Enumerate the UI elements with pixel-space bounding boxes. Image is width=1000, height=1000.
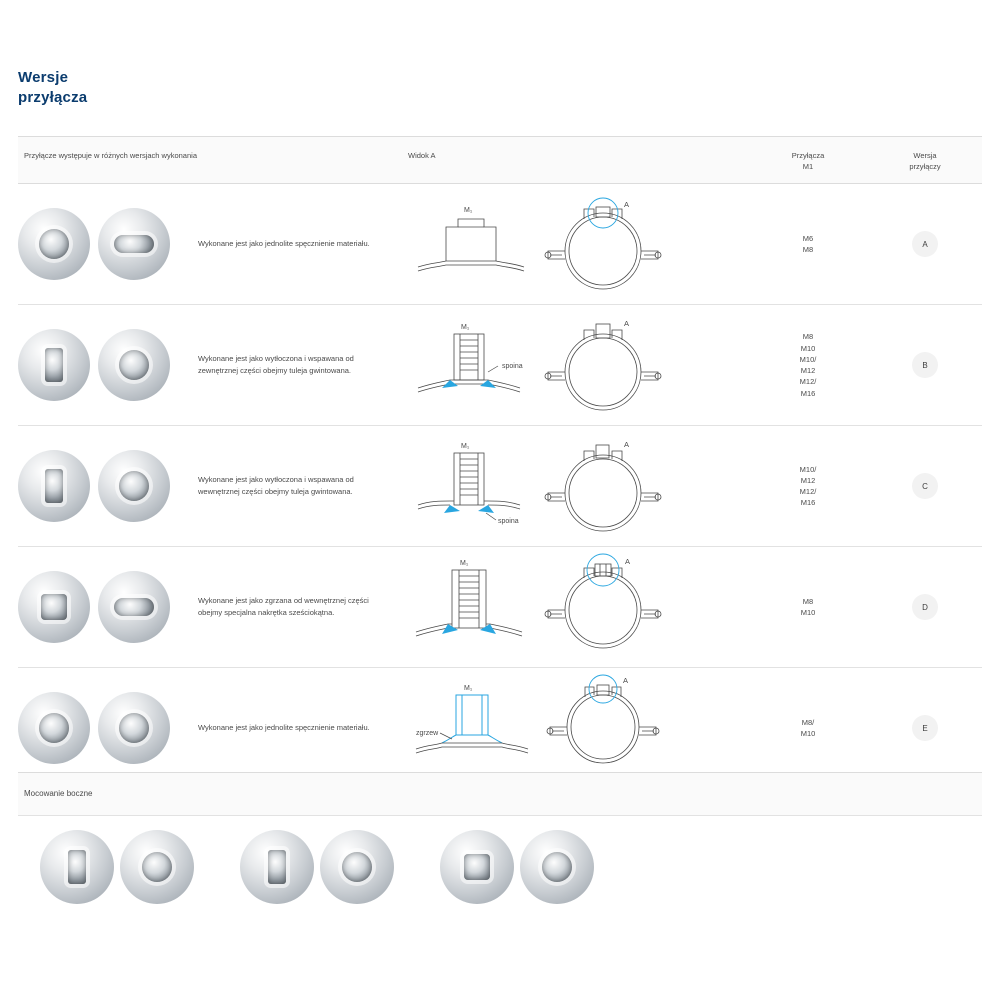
header-m1: [748, 137, 868, 173]
row-photos: [18, 305, 198, 425]
side-mounting-header: [18, 772, 982, 816]
product-photo: [18, 692, 90, 764]
row-description: Wykonane jest jako jednolite spęcznienie materiału.: [198, 723, 370, 733]
m1-value: M8/: [801, 717, 815, 727]
product-photo: [98, 450, 170, 522]
m1-value: M10: [800, 729, 816, 738]
row-description: Wykonane jest jako wytłoczona i wspawana od zewnętrznej części obejmy tuleja gwintowana.: [198, 354, 354, 375]
version-badge: D: [912, 594, 938, 620]
m1-value: M12: [800, 475, 816, 485]
version-badge: C: [912, 473, 938, 499]
row-m1: [748, 547, 868, 667]
diagram-version-c: [398, 431, 748, 541]
table-row: [18, 426, 982, 547]
m1-value: M10: [800, 608, 816, 617]
m1-value: M10/: [799, 354, 817, 364]
row-version: [868, 547, 982, 667]
page-title-line2: przyłącza: [18, 89, 88, 107]
row-photos: [18, 184, 198, 304]
product-photo: [98, 208, 170, 280]
diagram-label-m1: M₁: [461, 443, 470, 450]
row-photos: [18, 426, 198, 546]
side-mounting-photos: [40, 830, 640, 904]
side-photo: [320, 830, 394, 904]
row-m1: [748, 668, 868, 788]
row-m1: [748, 305, 868, 425]
table-header-row: [18, 136, 982, 184]
header-version-line2: przyłączy: [909, 161, 941, 171]
row-photos: [18, 547, 198, 667]
version-badge: A: [912, 231, 938, 257]
diagram-label-a: A: [625, 557, 631, 566]
product-photo: [18, 571, 90, 643]
diagram-label-a: A: [624, 319, 630, 328]
version-badge: E: [912, 715, 938, 741]
header-view-a: Widok A: [408, 151, 436, 160]
m1-value: M12: [800, 366, 816, 375]
side-mounting-pair: [240, 830, 394, 904]
m1-value: M16: [800, 388, 816, 398]
product-photo: [18, 450, 90, 522]
row-diagram: [398, 426, 748, 546]
table-row: [18, 547, 982, 668]
row-version: [868, 426, 982, 546]
table-row: [18, 668, 982, 789]
m1-value: M8: [802, 596, 814, 606]
product-photo: [98, 692, 170, 764]
row-description: Wykonane jest jako jednolite spęcznienie materiału.: [198, 239, 370, 249]
m1-value: M8: [802, 332, 814, 342]
m1-value: M16: [800, 498, 816, 508]
diagram-label-a: A: [624, 440, 630, 449]
row-description: Wykonane jest jako zgrzana od wewnętrznej części obejmy specjalna nakrętka sześciokątna.: [198, 596, 369, 617]
product-photo: [98, 329, 170, 401]
diagram-label-a: A: [624, 200, 630, 209]
row-version: [868, 184, 982, 304]
table-row: [18, 305, 982, 426]
side-mounting-pair: [440, 830, 594, 904]
row-diagram: [398, 305, 748, 425]
page-title: [18, 68, 87, 109]
side-photo: [240, 830, 314, 904]
row-version: [868, 668, 982, 788]
diagram-version-b: [398, 310, 748, 420]
m1-value: M8: [802, 245, 814, 254]
header-version-line1: Wersja: [913, 151, 937, 160]
diagram-label-weld: spoina: [498, 518, 519, 525]
diagram-label-m1: M₁: [464, 685, 473, 692]
row-diagram: [398, 547, 748, 667]
m1-value: M6: [802, 233, 814, 243]
row-diagram: [398, 184, 748, 304]
side-photo: [120, 830, 194, 904]
row-diagram: [398, 668, 748, 788]
diagram-version-e: [398, 673, 748, 783]
side-photo: [40, 830, 114, 904]
product-photo: [18, 329, 90, 401]
m1-value: M10: [800, 343, 816, 353]
diagram-label-weld: spoina: [502, 363, 523, 370]
header-m1-line1: Przyłącza: [791, 151, 825, 160]
m1-value: M10/: [799, 464, 817, 474]
row-m1: [748, 184, 868, 304]
product-photo: [18, 208, 90, 280]
page-title-line1: Wersje: [18, 69, 69, 86]
diagram-label-m1: M₁: [460, 560, 469, 567]
side-photo: [440, 830, 514, 904]
product-photo: [98, 571, 170, 643]
diagram-label-a: A: [623, 676, 629, 685]
side-photo: [520, 830, 594, 904]
side-mounting-pair: [40, 830, 194, 904]
diagram-label-weld: zgrzew: [416, 730, 439, 737]
diagram-label-m1: M₁: [464, 207, 473, 214]
row-version: [868, 305, 982, 425]
header-description: Przyłącze występuje w różnych wersjach wykonania: [24, 151, 197, 160]
diagram-label-m1: M₁: [461, 324, 470, 331]
header-m1-line2: M1: [802, 161, 814, 171]
row-photos: [18, 668, 198, 788]
diagram-version-d: [398, 552, 748, 662]
m1-value: M12/: [799, 487, 817, 496]
row-description: Wykonane jest jako wytłoczona i wspawana od wewnętrznej części obejmy tuleja gwintowana.: [198, 475, 354, 496]
m1-value: M12/: [799, 377, 817, 387]
table-row: [18, 184, 982, 305]
versions-table: [18, 136, 982, 789]
diagram-version-a: [398, 189, 748, 299]
header-version: [868, 137, 982, 173]
version-badge: B: [912, 352, 938, 378]
side-mounting-title: Mocowanie boczne: [24, 789, 93, 798]
row-m1: [748, 426, 868, 546]
